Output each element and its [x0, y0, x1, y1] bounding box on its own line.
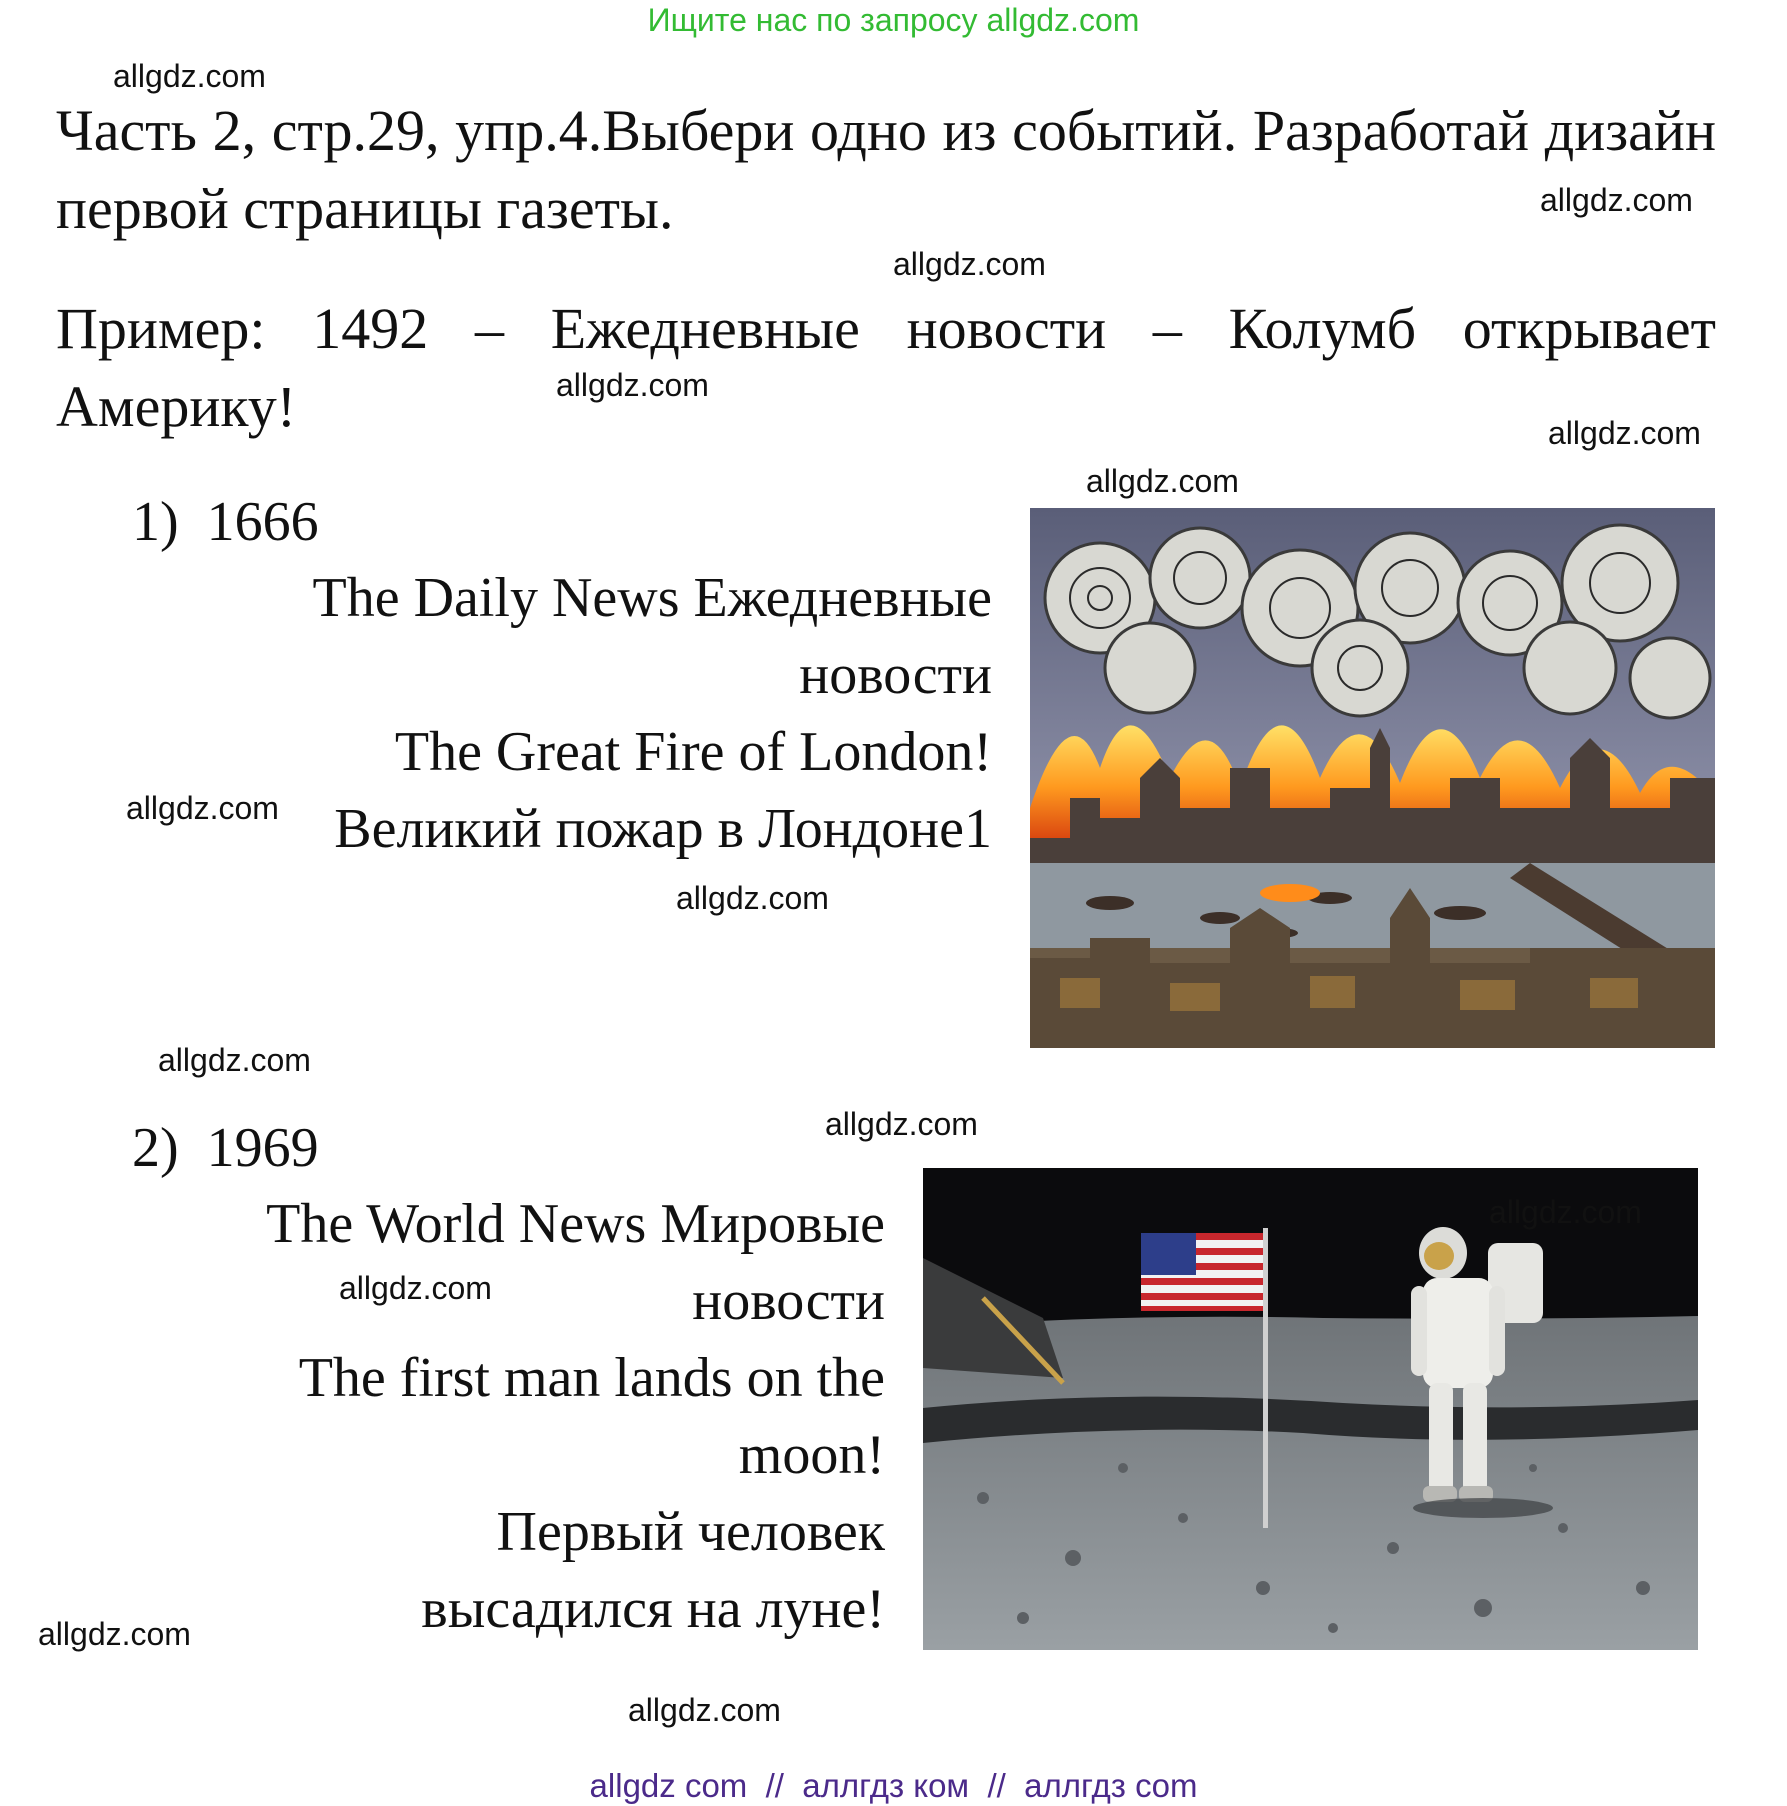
watermark: allgdz.com — [113, 58, 266, 94]
headline-line: высадился на луне! — [421, 1578, 885, 1640]
watermark: allgdz.com — [1086, 463, 1239, 499]
task-example: Пример: 1492 – Ежедневные новости – Колумб открывает Америку! — [56, 296, 1716, 439]
watermark: allgdz.com — [556, 367, 709, 403]
watermark: allgdz.com — [825, 1106, 978, 1142]
item-number: 1) — [132, 491, 179, 553]
watermark: allgdz.com — [893, 246, 1046, 282]
headline-line: The first man lands on the — [298, 1347, 885, 1409]
item-2-heading — [132, 1116, 319, 1180]
watermark: allgdz.com — [158, 1042, 311, 1078]
headline-line: The World News Мировые — [266, 1193, 885, 1255]
headline-line: The Daily News Ежедневные — [312, 567, 992, 629]
moon-landing-photo — [923, 1168, 1698, 1650]
footer-links[interactable]: allgdz com // аллгдз ком // аллгдз com — [589, 1767, 1198, 1804]
headline-line: Великий пожар в Лондоне1 — [334, 798, 992, 860]
watermark: allgdz.com — [676, 880, 829, 916]
headline-line: Первый человек — [496, 1501, 885, 1563]
item-1-heading — [132, 490, 319, 554]
item-number: 2) — [132, 1117, 179, 1179]
watermark: allgdz.com — [1489, 1194, 1642, 1230]
watermark: allgdz.com — [38, 1616, 191, 1652]
watermark: allgdz.com — [1548, 415, 1701, 451]
item-year: 1969 — [206, 1117, 319, 1179]
headline-line: новости — [692, 1270, 885, 1332]
watermark: allgdz.com — [339, 1270, 492, 1306]
top-banner[interactable]: Ищите нас по запросу allgdz.com — [647, 2, 1140, 38]
headline-line: новости — [799, 644, 992, 706]
headline-line: The Great Fire of London! — [394, 721, 992, 783]
item-year: 1666 — [206, 491, 319, 553]
watermark: allgdz.com — [1540, 182, 1693, 218]
watermark: allgdz.com — [126, 790, 279, 826]
item-2-headlines — [200, 1186, 885, 1648]
headline-line: moon! — [738, 1424, 885, 1486]
task-statement: Часть 2, стр.29, упр.4.Выбери одно из событий. Разработай дизайн первой страницы газеты. — [56, 98, 1716, 241]
great-fire-illustration — [1030, 508, 1715, 1048]
watermark: allgdz.com — [628, 1692, 781, 1728]
item-1-headlines — [240, 560, 992, 868]
